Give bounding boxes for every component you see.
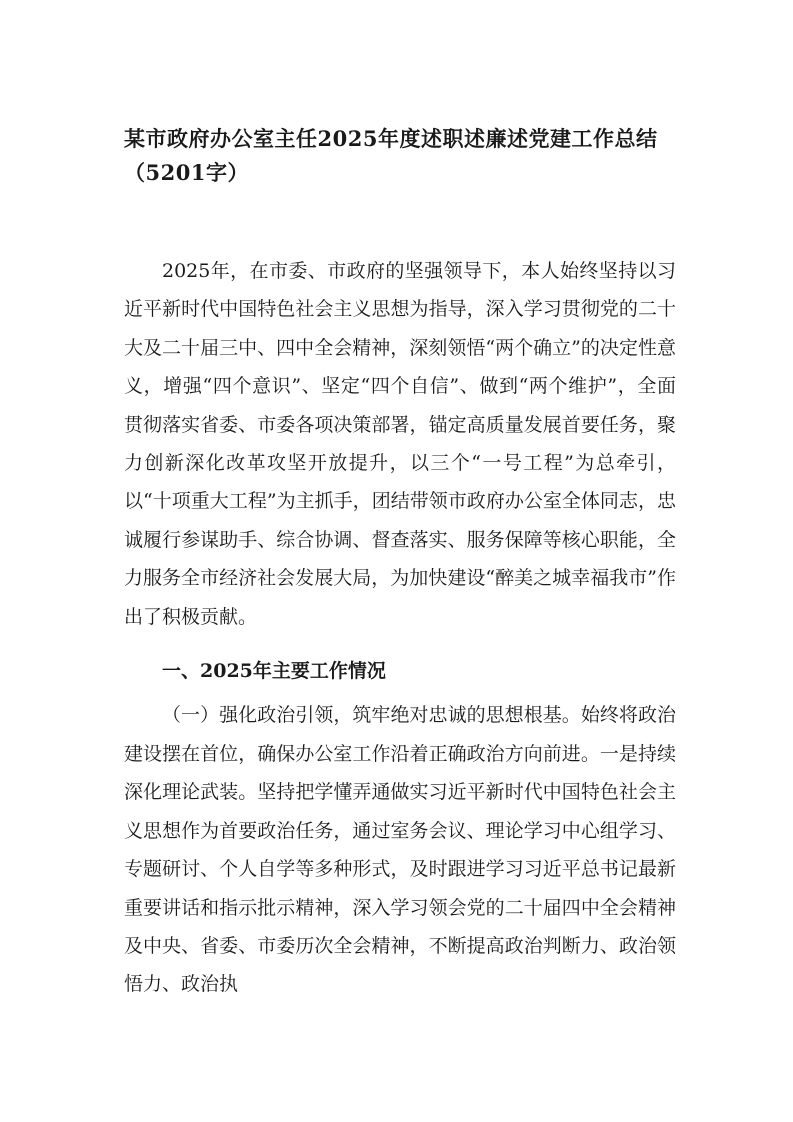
title-line-2: （5201字）: [124, 160, 249, 185]
document-title: [124, 122, 684, 190]
intro-paragraph: 2025年，在市委、市政府的坚强领导下，本人始终坚持以习近平新时代中国特色社会主义思想为指导，深入学习贯彻党的二十大及二十届三中、四中全会精神，深刻领悟“两个确立”的决定性意义，增强“四个意识”、坚定“四个自信”、做到“两个维护”，全面贯彻落实省委、市委各项决策部署，锚定高质量发展首要任务，聚力创新深化改革攻坚开放提升，以三个“一号工程”为总牵引，以“十项重大工程”为主抓手，团结带领市政府办公室全体同志，忠诚履行参谋助手、综合协调、督查落实、服务保障等核心职能，全力服务全市经济社会发展大局，为加快建设“醉美之城幸福我市”作出了积极贡献。: [124, 260, 676, 628]
section-heading: 一、2025年主要工作情况: [162, 660, 386, 683]
title-line-1: 某市政府办公室主任2025年度述职述廉述党建工作总结: [124, 126, 658, 151]
body-paragraph: （一）强化政治引领，筑牢绝对忠诚的思想根基。始终将政治建设摆在首位，确保办公室工作沿着正确政治方向前进。一是持续深化理论武装。坚持把学懂弄通做实习近平新时代中国特色社会主义思想作为首要政治任务，通过室务会议、理论学习中心组学习、专题研讨、个人自学等多种形式，及时跟进学习习近平总书记最新重要讲话和指示批示精神，深入学习领会党的二十届四中全会精神及中央、省委、市委历次全会精神，不断提高政治判断力、政治领悟力、政治执: [124, 704, 676, 996]
document-body: [124, 252, 676, 1004]
